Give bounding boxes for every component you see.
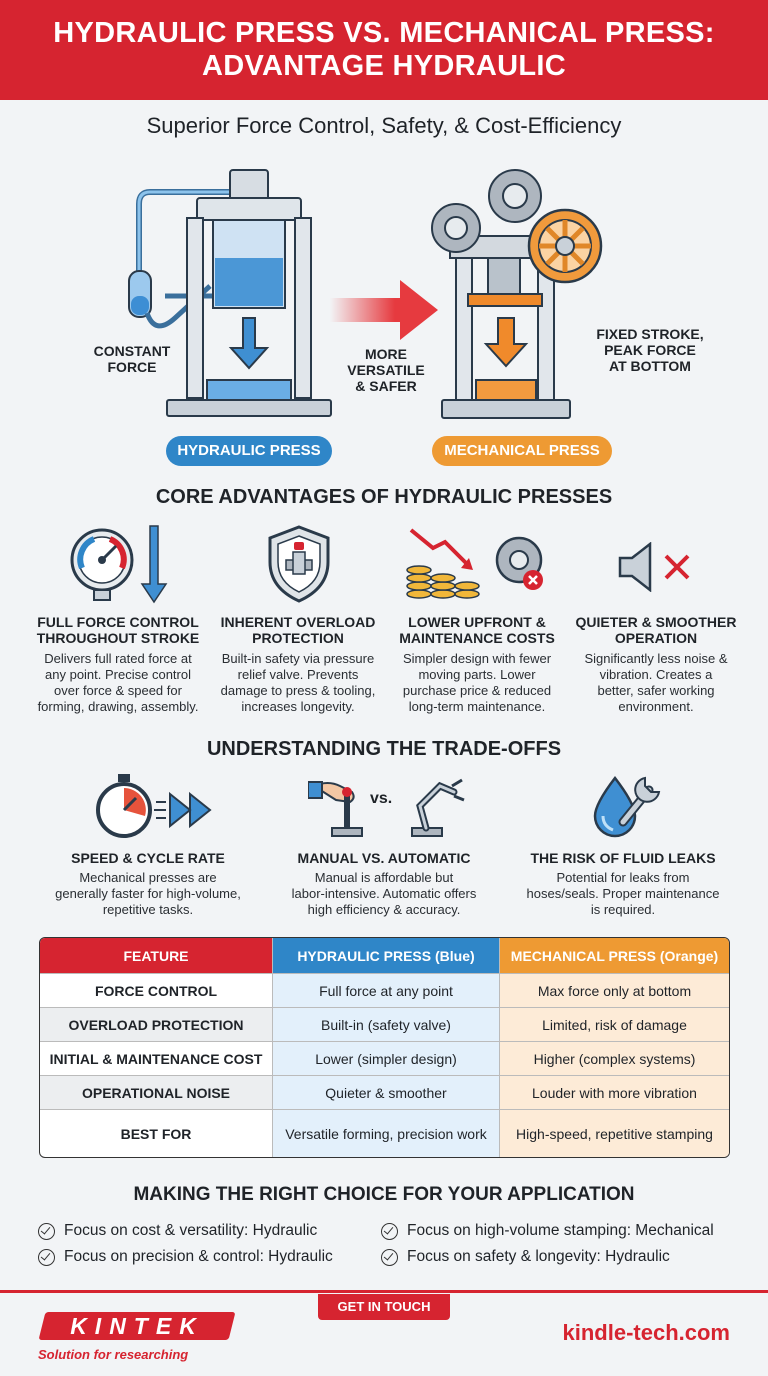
- advantage-heading: [562, 614, 750, 646]
- heading-line: QUIETER & SMOOTHER: [575, 614, 737, 630]
- advantages-title: CORE ADVANTAGES OF HYDRAULIC PRESSES: [155, 486, 613, 508]
- table-cell: Louder with more vibration: [500, 1076, 729, 1109]
- table-cell: OVERLOAD PROTECTION: [40, 1008, 273, 1041]
- table-cell: BEST FOR: [40, 1110, 273, 1158]
- advantage-quieter-operation: [562, 518, 750, 715]
- table-cell: Full force at any point: [273, 974, 500, 1007]
- mechanical-press-icon: [430, 166, 605, 424]
- comparison-arrow-icon: [330, 278, 440, 342]
- description-line: generally faster for high-volume,: [55, 886, 241, 901]
- fixed-stroke-label: [592, 326, 708, 374]
- description-line: better, safer working: [597, 683, 715, 698]
- table-cell: OPERATIONAL NOISE: [40, 1076, 273, 1109]
- fixed-stroke-line3: AT BOTTOM: [609, 358, 691, 374]
- description-line: hoses/seals. Proper maintenance: [526, 886, 720, 901]
- advantage-icon-box: [383, 518, 571, 608]
- hero-illustration: [0, 150, 768, 480]
- page-title-line1: HYDRAULIC PRESS VS. MECHANICAL PRESS:: [53, 17, 715, 49]
- website-link[interactable]: kindle-tech.com: [562, 1320, 730, 1345]
- choice-text: Focus on safety & longevity: Hydraulic: [407, 1248, 670, 1265]
- mechanical-press-label: MECHANICAL PRESS: [432, 436, 612, 466]
- choice-title: MAKING THE RIGHT CHOICE FOR YOUR APPLICATION: [133, 1184, 635, 1205]
- description-line: relief valve. Prevents: [237, 667, 359, 682]
- table-row: [40, 973, 729, 1007]
- logo-tagline: Solution for researching: [38, 1347, 189, 1362]
- vs-label: vs.: [370, 790, 393, 807]
- tradeoff-icon-box: [274, 768, 494, 844]
- versatile-line3: & SAFER: [355, 378, 417, 394]
- get-in-touch-button[interactable]: GET IN TOUCH: [318, 1294, 450, 1320]
- table-cell: FORCE CONTROL: [40, 974, 273, 1007]
- table-cell: Max force only at bottom: [500, 974, 729, 1007]
- table-row: [40, 1109, 729, 1158]
- advantage-heading: [383, 614, 571, 646]
- heading-line: LOWER UPFRONT &: [408, 614, 546, 630]
- versatile-line2: VERSATILE: [347, 362, 425, 378]
- heading-line: INHERENT OVERLOAD: [220, 614, 376, 630]
- choice-item: [38, 1248, 333, 1266]
- description-line: increases longevity.: [241, 699, 355, 714]
- advantage-icon-box: [204, 518, 392, 608]
- table-cell: Lower (simpler design): [273, 1042, 500, 1075]
- hydraulic-press-icon: [125, 168, 345, 423]
- choice-text: Focus on precision & control: Hydraulic: [64, 1248, 333, 1265]
- advantage-icon-box: [562, 518, 750, 608]
- description-line: repetitive tasks.: [102, 902, 194, 917]
- description-line: Significantly less noise &: [584, 651, 728, 666]
- advantage-description: [204, 651, 392, 715]
- advantage-force-control: [24, 518, 212, 715]
- advantage-icon-box: [24, 518, 212, 608]
- description-line: Manual is affordable but: [314, 870, 454, 885]
- page-title-line2: ADVANTAGE HYDRAULIC: [202, 50, 566, 82]
- check-circle-icon: [381, 1223, 398, 1240]
- description-line: over force & speed for: [54, 683, 182, 698]
- check-circle-icon: [38, 1223, 55, 1240]
- title-banner: [0, 0, 768, 100]
- footer-divider: [0, 1290, 768, 1293]
- table-cell: Quieter & smoother: [273, 1076, 500, 1109]
- description-line: environment.: [618, 699, 694, 714]
- description-line: labor-intensive. Automatic offers: [291, 886, 477, 901]
- tradeoff-speed: [38, 768, 258, 918]
- table-row: [40, 1075, 729, 1109]
- constant-force-line1: CONSTANT: [93, 343, 171, 359]
- heading-line: MAINTENANCE COSTS: [399, 630, 555, 646]
- stopwatch-icon: [88, 772, 218, 840]
- description-line: vibration. Creates a: [599, 667, 713, 682]
- description-line: is required.: [590, 902, 656, 917]
- table-header-cell: MECHANICAL PRESS (Orange): [500, 938, 729, 973]
- description-line: moving parts. Lower: [418, 667, 536, 682]
- table-row: [40, 1007, 729, 1041]
- versatile-line1: MORE: [365, 346, 407, 362]
- table-header-cell: HYDRAULIC PRESS (Blue): [273, 938, 500, 973]
- description-line: damage to press & tooling,: [220, 683, 376, 698]
- table-cell: Built-in (safety valve): [273, 1008, 500, 1041]
- description-line: Potential for leaks from: [556, 870, 690, 885]
- tradeoff-fluid-leaks: [513, 768, 733, 918]
- description-line: Delivers full rated force at: [44, 651, 192, 666]
- table-header-row: [40, 938, 729, 973]
- table-header-cell: FEATURE: [40, 938, 273, 973]
- description-line: Mechanical presses are: [79, 870, 217, 885]
- tradeoff-heading: MANUAL VS. AUTOMATIC: [297, 850, 471, 866]
- advantage-lower-costs: [383, 518, 571, 715]
- choice-text: Focus on cost & versatility: Hydraulic: [64, 1222, 318, 1239]
- advantage-description: [562, 651, 750, 715]
- muted-speaker-icon: [616, 542, 696, 592]
- check-circle-icon: [381, 1249, 398, 1266]
- constant-force-label: [80, 343, 184, 375]
- choice-item: [381, 1248, 670, 1266]
- choice-item: [381, 1222, 714, 1240]
- kintek-logo[interactable]: KINTEK: [70, 1313, 204, 1339]
- hydraulic-press-label: HYDRAULIC PRESS: [166, 436, 332, 466]
- description-line: high efficiency & accuracy.: [307, 902, 461, 917]
- tradeoffs-title: UNDERSTANDING THE TRADE-OFFS: [206, 738, 562, 760]
- fixed-stroke-line2: PEAK FORCE: [604, 342, 696, 358]
- page-subtitle: Superior Force Control, Safety, & Cost-Efficiency: [146, 113, 622, 138]
- description-line: long-term maintenance.: [408, 699, 546, 714]
- coins-gear-icon: [403, 522, 553, 606]
- description-line: purchase price & reduced: [402, 683, 552, 698]
- check-circle-icon: [38, 1249, 55, 1266]
- advantage-description: [24, 651, 212, 715]
- heading-line: FULL FORCE CONTROL: [37, 614, 199, 630]
- tradeoff-description: [513, 870, 733, 918]
- shield-valve-icon: [264, 524, 334, 604]
- table-cell: Higher (complex systems): [500, 1042, 729, 1075]
- tradeoff-heading: THE RISK OF FLUID LEAKS: [530, 850, 716, 866]
- description-line: any point. Precise control: [45, 667, 191, 682]
- tradeoff-description: [274, 870, 494, 918]
- tradeoff-heading: SPEED & CYCLE RATE: [71, 850, 225, 866]
- tradeoff-manual-automatic: [274, 768, 494, 918]
- versatile-safer-label: [340, 346, 432, 394]
- table-cell: INITIAL & MAINTENANCE COST: [40, 1042, 273, 1075]
- advantage-heading: [24, 614, 212, 646]
- choice-item: [38, 1222, 317, 1240]
- pressure-gauge-icon: [66, 522, 176, 606]
- comparison-table: [39, 937, 730, 1158]
- table-cell: High-speed, repetitive stamping: [500, 1110, 729, 1158]
- table-cell: Limited, risk of damage: [500, 1008, 729, 1041]
- tradeoff-icon-box: [513, 768, 733, 844]
- tradeoff-icon-box: [38, 768, 258, 844]
- choice-text: Focus on high-volume stamping: Mechanical: [407, 1222, 714, 1239]
- advantage-overload-protection: [204, 518, 392, 715]
- heading-line: THROUGHOUT STROKE: [36, 630, 200, 646]
- heading-line: PROTECTION: [252, 630, 344, 646]
- advantage-heading: [204, 614, 392, 646]
- constant-force-line2: FORCE: [107, 359, 157, 375]
- table-cell: Versatile forming, precision work: [273, 1110, 500, 1158]
- table-row: [40, 1041, 729, 1075]
- tradeoff-description: [38, 870, 258, 918]
- fixed-stroke-line1: FIXED STROKE,: [596, 326, 704, 342]
- description-line: forming, drawing, assembly.: [37, 699, 199, 714]
- heading-line: OPERATION: [614, 630, 698, 646]
- droplet-wrench-icon: [589, 772, 661, 840]
- description-line: Built-in safety via pressure: [221, 651, 375, 666]
- description-line: Simpler design with fewer: [402, 651, 552, 666]
- advantage-description: [383, 651, 571, 715]
